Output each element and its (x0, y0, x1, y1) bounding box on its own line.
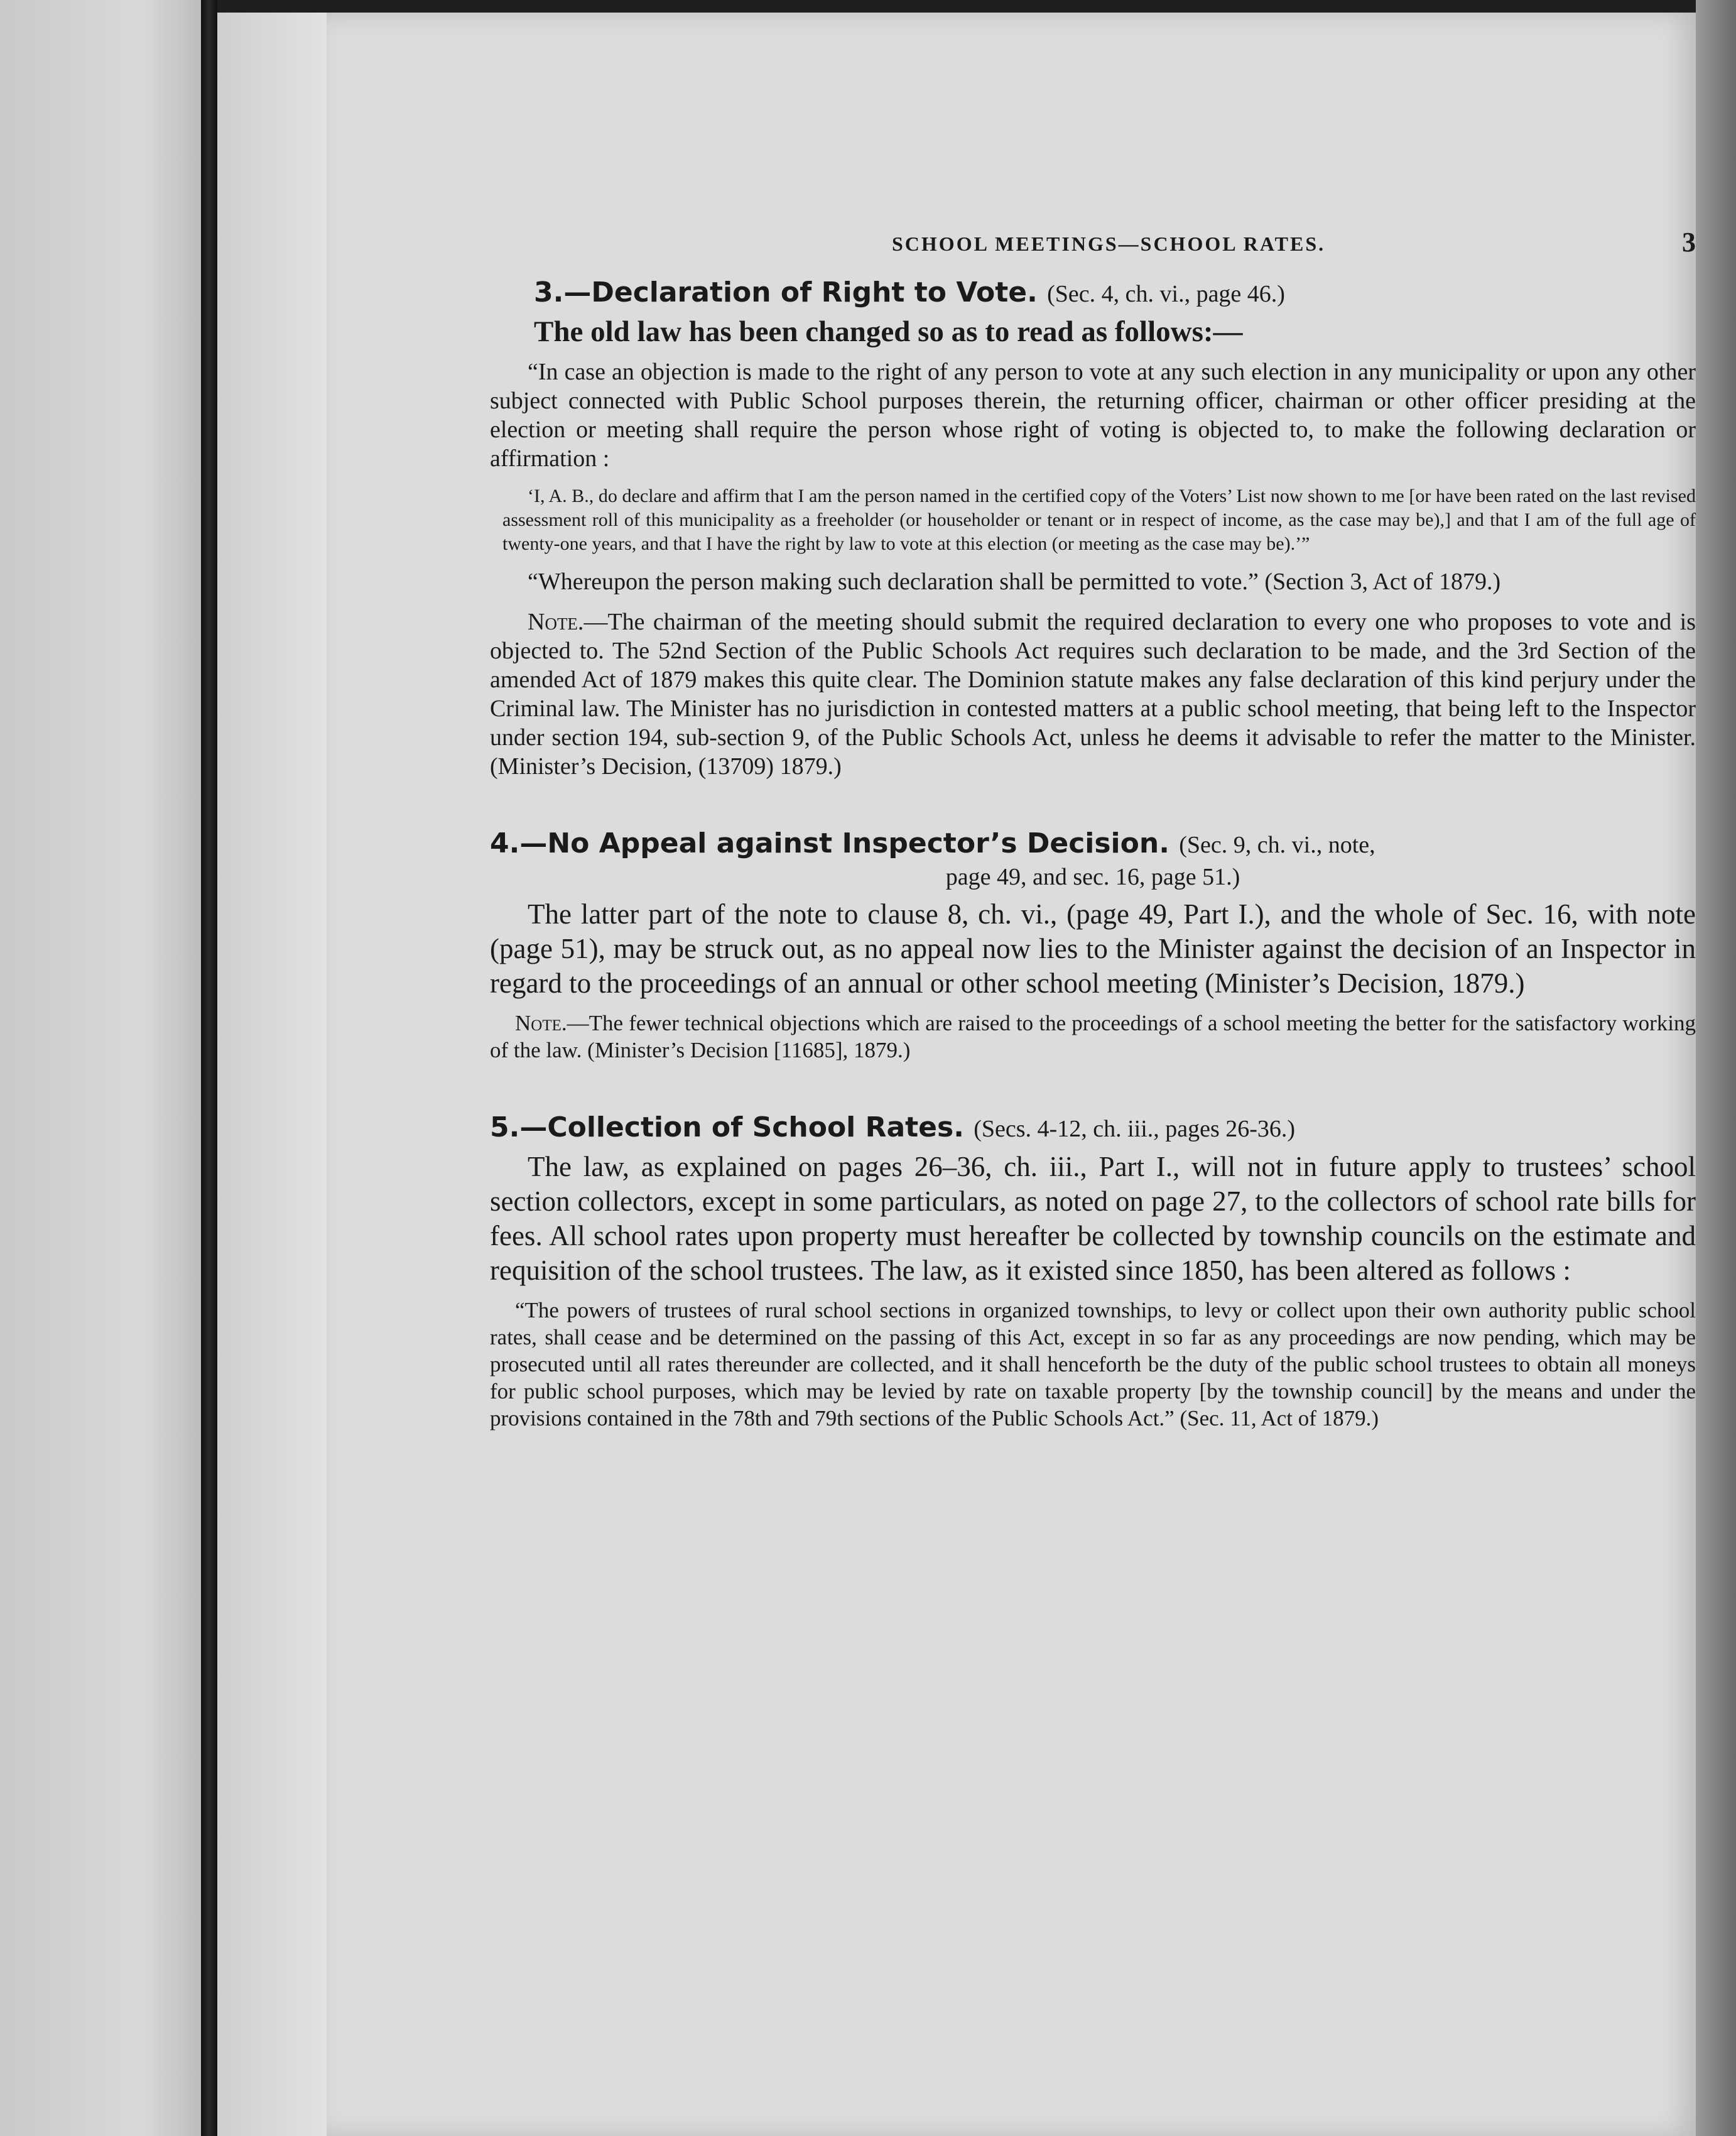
page-number: 3 (1682, 227, 1696, 258)
document-page (327, 13, 1696, 2136)
page-content (490, 220, 1696, 1442)
note-label: Note. (528, 609, 584, 635)
section-3-declaration: ‘I, A. B., do declare and affirm that I am the person named in the certified copy of the Voters’ List now shown to me [or have been rated on the last revised assessment roll of this municipality as a freeholder (or householder or tenant or in respect of income, as the case may be),] and that I am of the full age of twenty-one years, and that I have the right by law to vote at this election (or meeting as the case may be).’” (502, 486, 1696, 554)
section-4-title: 4.—No Appeal against Inspector’s Decision. (490, 827, 1169, 859)
note-text: —The chairman of the meeting should submit the required declaration to every one who proposes to vote and is objected to. The 52nd Section of the Public Schools Act requires such declaration to be made, and the 3rd Section of the amended Act of 1879 makes this quite clear. The Dominion statute makes any false declaration of this kind perjury under the Criminal law. The Minister has no jurisdiction in contested matters at a public school meeting, that being left to the Inspector under section 194, sub-section 9, of the Public Schools Act, unless he deems it advisable to refer the matter to the Minister. (Minister’s Decision, (13709) 1879.) (490, 609, 1696, 780)
section-3-title: 3.—Declaration of Right to Vote. (534, 276, 1038, 308)
running-title: SCHOOL MEETINGS—SCHOOL RATES. (892, 232, 1326, 255)
section-5-ref: (Secs. 4-12, ch. iii., pages 26-36.) (974, 1116, 1296, 1142)
section-3-lead: The old law has been changed so as to read as follows:— (534, 315, 1243, 348)
section-3-heading (490, 276, 1696, 308)
section-5-quote: “The powers of trustees of rural school sections in organized townships, to levy or collect upon their own authority public school rates, shall cease and be determined on the passing of this Act, except in so far as any proceedings are now pending, which may be prosecuted until all rates thereunder are collected, and it shall henceforth be the duty of the public school trustees to obtain all moneys for public school purposes, which may be levied by rate on taxable property [by the township council] by the means and under the provisions contained in the 78th and 79th sections of the Public Schools Act.” (Sec. 11, Act of 1879.) (490, 1298, 1696, 1430)
section-5-title: 5.—Collection of School Rates. (490, 1111, 964, 1143)
section-3-note (490, 608, 1696, 781)
section-4-note (490, 1010, 1696, 1064)
section-3-ref: (Sec. 4, ch. vi., page 46.) (1047, 281, 1285, 307)
section-4-ref-continued: page 49, and sec. 16, page 51.) (945, 864, 1240, 890)
running-head (490, 220, 1696, 264)
section-4-heading (490, 827, 1696, 891)
section-5-body: The law, as explained on pages 26–36, ch. iii., Part I., will not in future apply to trustees’ school section collectors, except in some particulars, as noted on page 27, to the collectors of school rate bills for fees. All school rates upon property must hereafter be collected by township councils on the estimate and requisition of the school trustees. The law, as it existed since 1850, has been altered as follows : (490, 1151, 1696, 1286)
note-label: Note. (515, 1011, 567, 1035)
section-3-whereupon: “Whereupon the person making such declaration shall be permitted to vote.” (Section 3, Act of 1879.) (528, 569, 1501, 595)
section-5-heading (490, 1111, 1696, 1143)
page-margin (217, 13, 327, 2136)
section-3-quote: “In case an objection is made to the right of any person to vote at any such election in any municipality or upon any other subject connected with Public School purposes therein, the returning officer, chairman or other officer presiding at the election or meeting shall require the person whose right of voting is objected to, to make the following declaration or affirmation : (490, 359, 1696, 472)
section-4-ref: (Sec. 9, ch. vi., note, (1179, 832, 1375, 858)
book-gutter (201, 0, 217, 2136)
section-4-body: The latter part of the note to clause 8, ch. vi., (page 49, Part I.), and the whole of Sec. 16, with note (page 51), may be struck out, as no appeal now lies to the Minister against the decision of an Inspector in regard to the proceedings of an annual or other school meeting (Minister’s Decision, 1879.) (490, 898, 1696, 999)
note-text: —The fewer technical objections which are raised to the proceedings of a school meeting the better for the satisfactory working of the law. (Minister’s Decision [11685], 1879.) (490, 1011, 1696, 1062)
book-right-edge (1696, 0, 1736, 2136)
facing-page-edge (0, 0, 201, 2136)
